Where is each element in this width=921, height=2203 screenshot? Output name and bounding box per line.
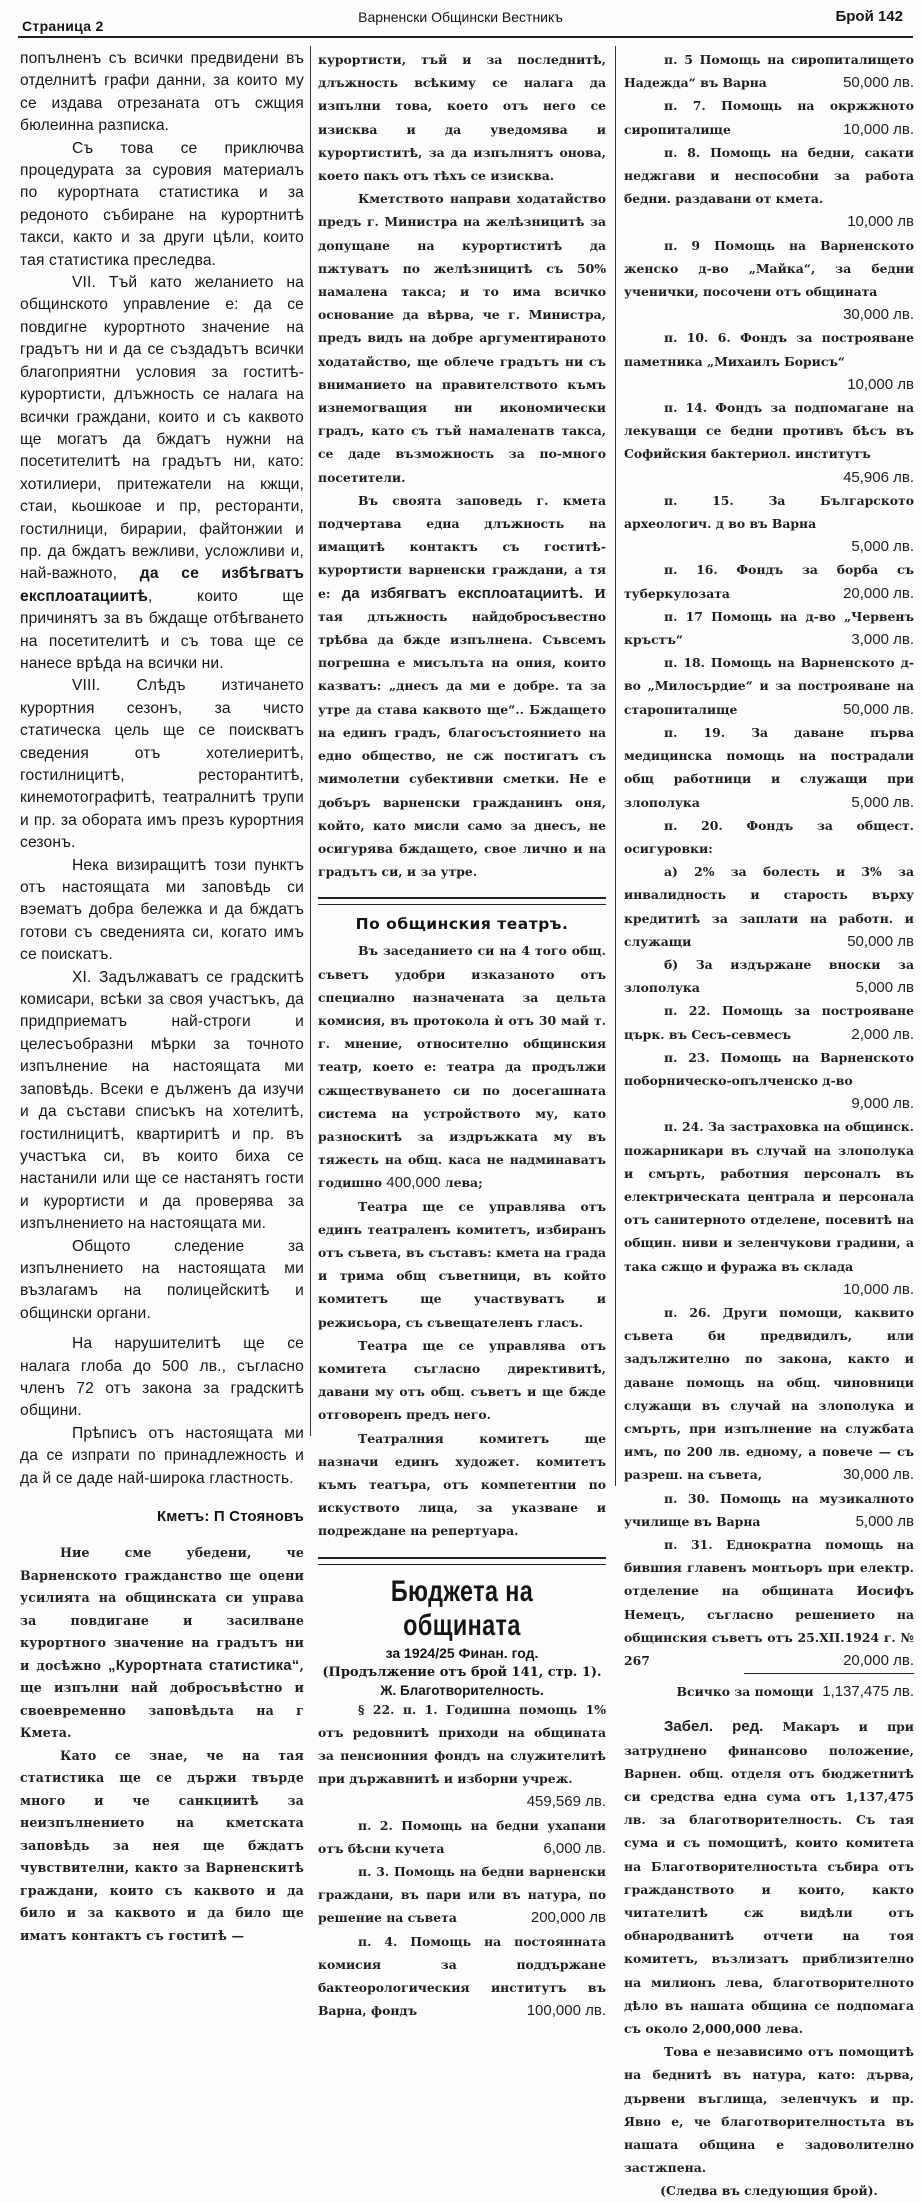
continuation-note: (Продължение отъ брой 141, стр. 1). — [322, 1664, 602, 1680]
budget-item-text: п. 30. Помощь на музикалното училище въ Варна — [624, 1490, 914, 1529]
budget-item-amount: 100,000 лв. — [526, 2002, 606, 2020]
budget-item — [624, 953, 914, 999]
budget-item-text: п. 10. 6. Фондъ за построяване паметника „Михаилъ Борисъ“ — [624, 330, 914, 369]
budget-item-amount: 10,000 лв. — [843, 1280, 914, 1298]
budget-item-text: а) 2% за болесть и 3% за инвалидность и старость върху кредититѣ за заплати на работн. и служащи — [624, 864, 914, 949]
budget-item — [624, 860, 914, 953]
budget-item-amount: 20,000 лв. — [843, 1652, 914, 1670]
budget-item-text: п. 19. За даване първа медицинска помощь на пострадали общ работници и служащи при злополука — [624, 724, 914, 810]
budget-item — [624, 48, 914, 94]
budget-item — [624, 651, 914, 721]
budget-items — [318, 1698, 606, 2023]
editor-note: Забел. ред. Макаръ и при затруднено финансово положение, Варнен. общ. отделя отъ бюджетнитѣ си средства една сума отъ 1,137,475 лв. за благотворителность. Съ тая сума и съ помощитѣ, които комитета на Благотворителностьта събира отъ гражданството и които, както читателитѣ сж видѣли отъ обнародванитѣ отчети на тоя комитетъ, възлизатъ приблизително на милионъ лева, благотворителното дѣло въ нашата община се подпомага съ около 2,000,000 лева. — [624, 1718, 915, 2037]
budget-total: Всичко за помощи 1,137,475 лв. — [676, 1683, 914, 1701]
budget-item-text: п. 23. Помощь на Варненското поборническо-опълченско д-во — [624, 1049, 914, 1088]
budget-item-amount: 5,000 лв. — [851, 793, 914, 811]
masthead — [0, 0, 921, 44]
budget-item-amount: 45,906 лв. — [843, 468, 914, 486]
newspaper-title: Варненски Общински Вестникъ — [358, 9, 563, 25]
paragraph: Театра ще се управлява отъ комитета съгласно директивитѣ, давани му отъ общ. съветъ и ще бжде отговоренъ предъ него. — [318, 1337, 606, 1423]
budget-item-amount: 10,000 лв. — [843, 120, 914, 138]
paragraph: Кметството направи ходатайство предъ г. Министра на желѣзницитѣ за допущане на курортиститѣ да пжтуватъ по желѣзницитѣ съ 50% намалена такса; и то има всичко основание да вѣрва, че г. Министра, предъ видъ на добре аргументираното ходатайство, ще облече градътъ ни съ вниманието на правителството къмъ изнемогващия ни икономически градъ, като съ тъй намаленатв такса, се даде възможность за по-много посетители. — [318, 191, 606, 485]
budget-item-text: п. 14. Фондъ за подпомагане на лекуващи се бедни противъ бѣсъ въ Софийския бактериол. институтъ — [624, 400, 914, 462]
budget-item-amount: 5,000 лв — [855, 979, 914, 997]
budget-item-amount: 5,000 лв — [855, 1512, 914, 1530]
budget-item — [624, 605, 914, 651]
paragraph: Театра ще се управлява отъ единъ театраленъ комитетъ, избиранъ отъ съвета, въ съставъ: кмета на града и трима общ съветници, въ който комитетъ ще участвуватъ и режисьора, съ съвещателенъ гласъ. — [318, 1198, 606, 1330]
paragraph: Нека визиращитѣ този пунктъ отъ настоящата ми заповѣдь си вэематъ добра бележка и да бждатъ готови съ сведенията си, когато имъ се поискатъ. — [20, 856, 304, 964]
budget-item-amount: 30,000 лв. — [843, 1466, 914, 1484]
budget-item-text: п. 8. Помощь на бедни, сакати неджгави и неспособни за работа бедни. раздавани от кмета. — [624, 144, 914, 207]
budget-item-amount: 6,000 лв. — [543, 1839, 606, 1857]
budget-item-amount: 50,000 лв — [847, 932, 914, 950]
paragraph: XI. Задължаватъ се градскитѣ комисари, всѣки за своя участъкъ, да придприематъ най-строги и целесъобразни мѣрки за точното изпълнение на настоящата ми заповѣдь. Всеки е дълженъ да изучи и да състави списъкъ на хотелитѣ, гостилницитѣ, квартиритѣ и пр. въ участъка си, въ които биха се настанили или ще се настанятъ гости и курортисти и да проверява за изпълнението на настоящата ми. — [20, 968, 304, 1233]
paragraph: Като се знае, че на тая статистика ще се държи твърде много и че санкциитѣ за неизпълнението на кметската заповѣдь за нея ще бждатъ чувствителни, както за Варненскитѣ граждани, които съ каквото и да било и за каквото и да било ще иматъ контактъ съ гоститѣ — — [20, 1747, 304, 1943]
section-heading: Ж. Благотворителность. — [380, 1682, 544, 1698]
budget-item-amount: 50,000 лв. — [843, 74, 914, 92]
budget-item — [624, 1046, 914, 1116]
paragraph: VII. Тъй като желанието на общинското управление е: да се повдигне курортното значение на градътъ ни и да се създадътъ всички благоприятни условия за гоститѣ-курортисти, длъжность се налага на всички граждани, които и съ каквото ще могатъ да бждатъ нужни на посетителитѣ на градътъ ни, като: хотилиери, притежатели на кжщи, стаи, кьошкоае и пр, ресторанти, гостилници, бирарии, файтонжии и пр. да бждатъ вежливи, усложливи и, най-важното, да се избѣгватъ експлоатациитѣ, които ще причинятъ за въ бждаще отбѣгването на посетителитѣ и съ това ще се нанесе врѣда на всички ни. — [20, 274, 304, 672]
article-subheading: за 1924/25 Финан. год. — [385, 1644, 539, 1661]
budget-item — [624, 489, 914, 559]
budget-item-text: п. 20. Фондъ за общест. осигуровки: — [624, 817, 914, 856]
budget-item-text: п. 16. Фондъ за борба съ туберкулозата — [624, 562, 914, 601]
budget-item-amount: 5,000 лв. — [851, 538, 914, 556]
masthead-rule — [18, 36, 913, 38]
budget-item — [318, 1698, 606, 1814]
budget-item-amount: 3,000 лв. — [851, 631, 914, 649]
budget-item-amount: 20,000 лв. — [843, 584, 914, 602]
budget-item-amount: 2,000 лв. — [851, 1025, 914, 1043]
column-3 — [624, 48, 915, 2199]
paragraph: Въ заседанието си на 4 того общ. съветъ удобри изказаното отъ специално назначената за цельта комисия, въ протокола ѝ отъ 30 май т. г. мнение, относително общинския театр, което е: театра да продължи сжществуването си по досегашната система на устройството му, като разноскитѣ за издръжката му въ тяжесть на общ. каса не надминаватъ годишно 400,000 лева; — [318, 943, 606, 1192]
budget-item — [318, 1930, 606, 2023]
budget-item-amount: 459,569 лв. — [526, 1793, 606, 1811]
budget-item-text: п. 26. Други помощи, каквито съвета би предвидилъ, или задължително по закона, както и даване помощь на общ. чиновници служащи въ случай на злополука и смърть, при изпълнение на службата имъ, по 200 лв. едному, а повече — съ разреш. на съвета, — [624, 1304, 914, 1483]
budget-item — [624, 94, 914, 140]
paragraph: На нарушителитѣ ще се налага глоба до 500 лв., съгласно членъ 72 отъ закона за градскитѣ общини. — [20, 1335, 304, 1420]
budget-item-text: п. 9 Помощь на Варненското женско д-во „Майка“, за бедни ученички, посочени отъ общината — [624, 237, 914, 300]
budget-item-amount: 30,000 лв. — [843, 306, 914, 324]
column-2 — [318, 48, 607, 2020]
budget-item-text: п. 31. Еднократна помощь на бившия главенъ монтьоръ при електр. отделение на общината Иосифъ Немецъ, съгласно решението на общинския съветъ отъ 25.XII.1924 г. № 267 — [624, 1537, 914, 1669]
budget-item-text: п. 2. Помощь на бедни ухапани отъ бѣсни кучета — [318, 1817, 606, 1856]
budget-item-text: б) За издържане вноски за злополука — [624, 956, 914, 996]
budget-item-amount: 10,000 лв — [847, 375, 914, 393]
budget-item — [624, 558, 914, 604]
article-heading: По общинския театръ. — [355, 915, 569, 934]
budget-item — [624, 999, 914, 1045]
budget-item — [624, 814, 914, 860]
column-divider — [310, 46, 311, 1436]
budget-item-amount: 10,000 лв — [847, 213, 914, 231]
article-heading: Бюджета на общината — [390, 1574, 534, 1642]
total-rule — [744, 1673, 914, 1674]
emphasis: „Курортната статистика“ — [108, 1656, 300, 1674]
paragraph: Това е независимо отъ помощитѣ на беднитѣ въ натура, като: дърва, дървени въглища, зеленчукъ и пр. Явно е, че благотворителностьта въ нашата община е задоволително застжпена. — [624, 2044, 914, 2176]
budget-item-text: п. 17 Помощь на д-во „Червенъ кръстъ“ — [624, 608, 914, 648]
budget-item-text: п. 7. Помощь на окржжното сиропиталище — [624, 98, 914, 137]
paragraph: Съ това се приключва процедурата за суровия материалъ по курортната статистика и за редоното събиране на курортнитѣ такси, както и за други цѣли, които тая статистика преследва. — [20, 139, 304, 269]
section-rule — [318, 1557, 606, 1565]
budget-item-text: п. 15. За Българското археологич. д во въ Варна — [624, 492, 914, 532]
budget-items — [624, 48, 914, 1672]
budget-item — [624, 234, 914, 327]
issue-number: Брой 142 — [835, 8, 903, 25]
budget-item — [624, 1533, 914, 1672]
budget-item-text: п. 22. Помощь за построяване църк. въ Сесъ-севмесъ — [624, 1003, 914, 1042]
budget-item-amount: 200,000 лв — [530, 1909, 606, 1927]
budget-item-amount: 9,000 лв. — [851, 1095, 914, 1113]
budget-item — [624, 1487, 914, 1533]
paragraph: Въ своята заповедь г. кмета подчертава една длъжность на имащитѣ контактъ съ гоститѣ-курортисти варненски граждани, а тя е: да избягватъ експлоатациитѣ. И тая длъжность найдобросъвестно трѣбва да бжде изпълнена. Съвсемъ погрешна е мисълъта на ония, които казватъ: „днесъ да ми е добре. та за утре да става каквото ще“.. Бждащето на единъ градъ, благосъстоянието на едно общество, не сж постигатъ съ мимолетни субективни сметки. Не е добъръ варненски гражданинъ оня, който, като мисли само за днесъ, не осигурява бждащето, свое лично и на градътъ си, и за утре. — [318, 492, 607, 880]
paragraph: Театралния комитетъ ще назначи единъ художет. комитетъ къмъ театъра, отъ компетентни по искуството лица, за указване и подреждане на репертуара. — [318, 1430, 606, 1539]
budget-item-text: п. 3. Помощь на бедни варненски граждани, въ пари или въ натура, по решение на съвета — [318, 1864, 606, 1926]
budget-item — [624, 1115, 914, 1301]
emphasis: да се избѣгватъ експлоатациитѣ — [20, 565, 304, 605]
paragraph: Прѣписъ отъ настоящата ми да се изпрати по принадлежность и да й се даде най-широка гластность. — [20, 1424, 304, 1487]
paragraph: VIII. Слѣдъ изтичането курортния сезонъ, за чисто статическа цель ще се поискватъ сведения отъ хотелиеритѣ, гостилницитѣ, ресторантитѣ, кинемотографитѣ, театралнитѣ трупи и пр. за обората имъ презъ курортния сезонъ. — [20, 677, 304, 852]
budget-item-text: п. 24. За застраховка на общинск. пожарникари въ случай на злополука и смърть, работния персоналъ въ електрическата централа и персонала отъ санитерното отделене, посевитѣ на общин. ниви и зеленчукови градини, а така сжщо и фуража въ склада — [624, 1119, 914, 1274]
budget-item-text: п. 5 Помощь на сиропиталището Надежда“ въ Варна — [624, 52, 914, 91]
continued-note: (Следва въ следующия брой). — [660, 2183, 878, 2199]
budget-item — [318, 1860, 606, 1930]
budget-item — [624, 396, 914, 489]
budget-item — [624, 141, 914, 234]
budget-item — [318, 1814, 606, 1860]
budget-item — [624, 1301, 914, 1487]
page-number: Страница 2 — [22, 18, 104, 34]
paragraph: Общото следение за изпълнението на настоящата ми възлагамъ на полицейскитѣ и общински органи. — [20, 1237, 304, 1322]
paragraph: попълненъ съ всички предвидени въ отделнитѣ графи данни, за които му се издава отрезаната отъ сжщия бюлеинна разписка. — [20, 50, 304, 135]
column-divider — [615, 46, 616, 1486]
budget-item-text: п. 4. Помощь на постоянната комисия за поддържане бактеорологическия институтъ въ Варна, фондъ — [318, 1933, 606, 2019]
budget-item — [624, 326, 914, 396]
budget-item — [624, 721, 914, 814]
budget-item-text: п. 18. Помощь на Варненското д-во „Милосърдие“ и за построяване на старопиталище — [624, 655, 914, 717]
signature: Кметъ: П Стояновъ — [156, 1508, 304, 1525]
section-rule — [318, 897, 606, 905]
emphasis: да избягватъ експлоатациитѣ. — [341, 584, 584, 602]
paragraph: курортисти, тъй и за последнитѣ, длъжность всѣкиму се налага да изпълни това, което отъ него се изисква и да уведомява и курортиститѣ, за да изпълнятъ онова, което пакъ отъ тѣхъ се изисква. — [318, 52, 606, 184]
column-1 — [20, 48, 304, 1943]
budget-item-amount: 50,000 лв. — [843, 700, 914, 718]
budget-item-text: § 22. п. 1. Годишна помощь 1% отъ редовнитѣ приходи на общината за пенсионния фондъ на служителитѣ при държавнитѣ и изборни учреж. — [318, 1701, 606, 1787]
paragraph: Ние сме убедени, че Варненското гражданство ще оцени усилията на общинската си управа за повдигане и засилване курортного значение на градътъ ни и досѣжно „Курортната статистика“, ще изпълни най добросъвѣстно и своевременно заповѣдьта на г Кмета. — [20, 1545, 304, 1741]
